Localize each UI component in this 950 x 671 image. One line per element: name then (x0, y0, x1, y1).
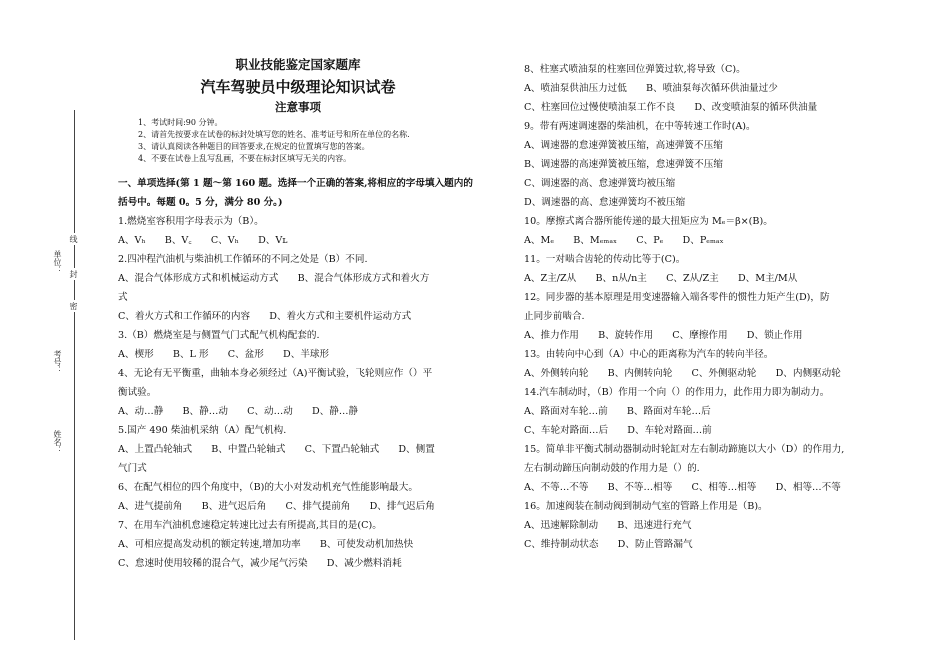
question-line: C、维持制动状态 D、防止管路漏气 (524, 539, 693, 550)
question-line: 14.汽车制动时，（B）作用一个向（）的作用力，此作用力即为制动力。 (524, 387, 830, 398)
question-line: A、进气提前角 B、进气迟后角 C、排气提前角 D、排气迟后角 (118, 501, 435, 512)
question-line: A、Z主/Z从 B、n从/n主 C、Z从/Z主 D、M主/M从 (524, 273, 798, 284)
question-line: 左右制动蹄压向制动鼓的作用力是（）的. (524, 463, 700, 474)
bank-title: 职业技能鉴定国家题库 (235, 57, 361, 72)
question-line: C、怠速时使用较稀的混合气，减少尾气污染 D、减少燃料消耗 (118, 558, 402, 569)
question-line: C、车轮对路面…后 D、车轮对路面…前 (524, 425, 712, 436)
question-line: 1.燃烧室容积用字母表示为（B）。 (118, 216, 264, 227)
notice-heading: 注意事项 (275, 100, 321, 114)
question-line: 9。带有两速调速器的柴油机，在中等转速工作时(A)。 (524, 121, 756, 132)
question-line: A、外侧转向轮 B、内侧转向轮 C、外侧驱动轮 D、内侧驱动轮 (524, 368, 841, 379)
section-heading: 一、单项选择(第 1 题～第 160 题。选择一个正确的答案,将相应的字母填入题内的括号中。每题 0。5 分，满分 80 分。) (118, 178, 473, 208)
left-questions (118, 174, 478, 573)
right-questions (524, 60, 890, 554)
question-line: C、柱塞回位过慢使喷油泵工作不良 D、改变喷油泵的循环供油量 (524, 102, 818, 113)
exam-title: 汽车驾驶员中级理论知识试卷 (200, 78, 396, 96)
question-line: 气门式 (118, 463, 147, 474)
question-line: A、不等…不等 B、不等…相等 C、相等…相等 D、相等…不等 (524, 482, 841, 493)
note-item: 1、考试时间:90 分钟。 (138, 118, 223, 127)
notes-list (138, 117, 410, 165)
note-item: 3、请认真阅读各种题目的回答要求,在规定的位置填写您的答案。 (138, 142, 370, 151)
name-label: 姓名： (53, 430, 62, 454)
question-line: A、Vₕ B、V꜀ C、Vₕ D、Vʟ (118, 235, 288, 246)
question-line: 7、在用车汽油机怠速稳定转速比过去有所提高,其目的是(C)。 (118, 520, 382, 531)
question-line: A、楔形 B、L 形 C、盆形 D、半球形 (118, 349, 330, 360)
question-line: 2.四冲程汽油机与柴油机工作循环的不同之处是（B）不同. (118, 254, 368, 265)
question-line: 15。简单非平衡式制动器制动时轮缸对左右制动蹄施以大小（D）的作用力, (524, 444, 845, 455)
question-line: 11。一对啮合齿轮的传动比等于(C)。 (524, 254, 686, 265)
seal-mark-line: 线 (69, 235, 78, 243)
question-line: C、调速器的高、怠速弹簧均被压缩 (524, 178, 676, 189)
note-item: 2、请首先按要求在试卷的标封处填写您的姓名、准考证号和所在单位的名称. (138, 130, 410, 139)
question-line: B、调速器的高速弹簧被压缩，怠速弹簧不压缩 (524, 159, 723, 170)
question-line: D、调速器的高、怠速弹簧均不被压缩 (524, 197, 686, 208)
exam-no-label: 考号： (53, 350, 62, 374)
question-line: A、动…静 B、静…动 C、动…动 D、静…静 (118, 406, 359, 417)
seal-line (74, 110, 75, 640)
question-line: 式 (118, 292, 128, 303)
question-line: 衡试验。 (118, 387, 157, 398)
question-line: 6、在配气相位的四个角度中，（B)的大小对发动机充气性能影响最大。 (118, 482, 418, 493)
question-line: A、Mₑ B、Mₑₘₐₓ C、Pₑ D、Pₑₘₐₓ (524, 235, 724, 246)
question-line: 5.国产 490 柴油机采纳（A）配气机构. (118, 425, 287, 436)
question-line: A、可相应提高发动机的额定转速,增加功率 B、可使发动机加热快 (118, 539, 414, 550)
question-line: A、喷油泵供油压力过低 B、喷油泵每次循环供油量过少 (524, 83, 778, 94)
binding-margin (0, 0, 110, 671)
question-line: 10。摩擦式离合器所能传递的最大扭矩应为 Mₑ＝β×(B)。 (524, 216, 773, 227)
question-line: 13。由转向中心到（A）中心的距离称为汽车的转向半径。 (524, 349, 774, 360)
question-line: 8、柱塞式喷油泵的柱塞回位弹簧过软,将导致（C)。 (524, 64, 746, 75)
question-line: A、路面对车轮…前 B、路面对车轮…后 (524, 406, 711, 417)
question-line: 3.（B）燃烧室是与侧置气门式配气机构配套的. (118, 330, 320, 341)
question-line: A、推力作用 B、旋转作用 C、摩擦作用 D、锁止作用 (524, 330, 803, 341)
question-line: A、迅速解除制动 B、迅速进行充气 (524, 520, 692, 531)
question-line: 16。加速阀装在制动阀到制动气室的管路上作用是（B)。 (524, 501, 768, 512)
seal-mark-secret: 密 (69, 302, 78, 310)
question-line: 12。同步器的基本原理是用变速器输入端各零件的惯性力矩产生(D)，防 (524, 292, 830, 303)
note-item: 4、不要在试卷上乱写乱画，不要在标封区填写无关的内容。 (138, 154, 352, 163)
question-line: A、调速器的怠速弹簧被压缩，高速弹簧不压缩 (524, 140, 723, 151)
question-line: A、上置凸轮轴式 B、中置凸轮轴式 C、下置凸轮轴式 D、侧置 (118, 444, 435, 455)
question-line: 止同步前啮合. (524, 311, 585, 322)
unit-label: 单位： (53, 250, 62, 274)
question-line: 4、无论有无平衡重，曲轴本身必须经过（A)平衡试验，飞轮则应作（）平 (118, 368, 433, 379)
seal-mark-seal: 封 (69, 270, 78, 278)
question-line: C、着火方式和工作循环的内容 D、着火方式和主要机件运动方式 (118, 311, 412, 322)
question-line: A、混合气体形成方式和机械运动方式 B、混合气体形成方式和着火方 (118, 273, 430, 284)
